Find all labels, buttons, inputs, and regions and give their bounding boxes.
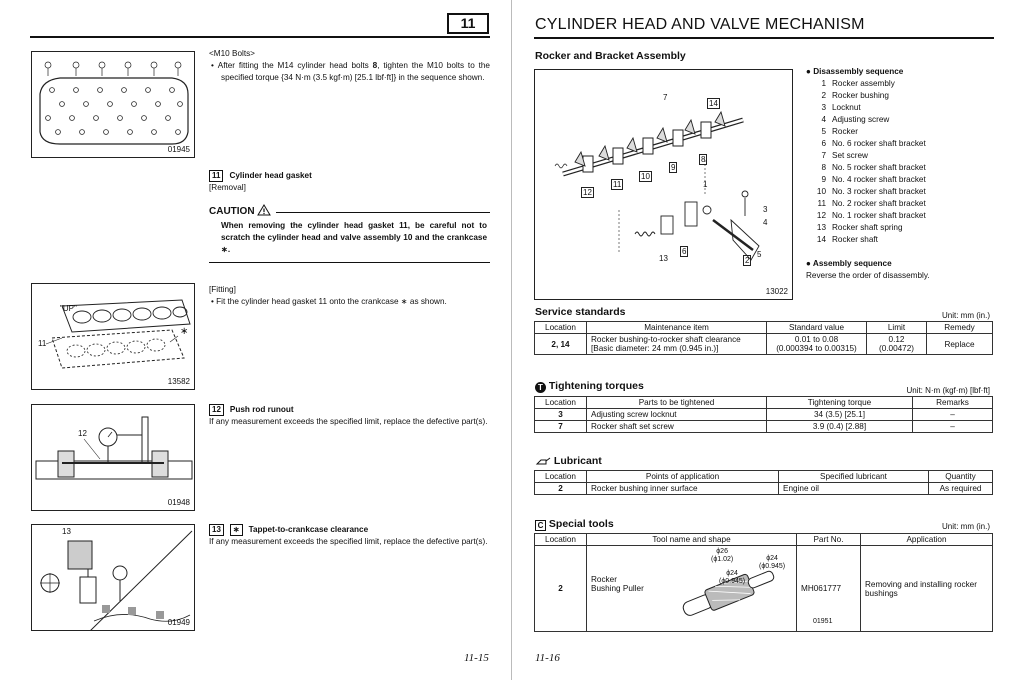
figure-rocker-assembly	[534, 69, 793, 300]
item-number-box: 13	[209, 524, 224, 536]
disassembly-title-text: Disassembly sequence	[813, 67, 904, 76]
figure-pushrod	[31, 404, 195, 511]
gasket-title: Cylinder head gasket	[229, 171, 312, 180]
caution-heading	[209, 204, 271, 219]
rocker-exploded-illustration	[535, 70, 793, 300]
table-row: 2 Rocker bushing inner surface Engine oil As required	[535, 483, 993, 495]
table-header-row: Location Tool name and shape Part No. Application	[535, 534, 993, 546]
lubricant-title-text: Lubricant	[553, 455, 602, 467]
table-row: 3 Adjusting screw locknut 34 (3.5) [25.1] –	[535, 409, 993, 421]
torque-icon: T	[535, 382, 546, 393]
callout-4: 4	[763, 218, 768, 227]
up-label: "UP"	[60, 304, 77, 313]
special-tools-table	[534, 533, 993, 632]
callout-11: 11	[613, 180, 622, 189]
caution-text: When removing the cylinder head gasket 11, be careful not to scratch the cylinder head and valve assembly 10 and the crankcase ∗.	[221, 221, 487, 254]
page-divider	[511, 0, 512, 680]
m10-text-a: After fitting the M14 cylinder head bolts	[217, 61, 373, 70]
assembly-text: Reverse the order of disassembly.	[806, 271, 930, 280]
callout-7: 7	[663, 93, 668, 102]
callout-8: 8	[701, 155, 706, 164]
warning-triangle-icon	[257, 204, 271, 219]
page-title: CYLINDER HEAD AND VALVE MECHANISM	[535, 16, 865, 33]
list-item: 2 Rocker bushing	[821, 91, 889, 100]
footer-page-right: 11-16	[535, 652, 560, 664]
item-number-box: 12	[209, 404, 224, 416]
figure-number: 13022	[765, 287, 788, 296]
callout-2: 2	[745, 256, 750, 265]
figure-bolt-sequence	[31, 51, 195, 158]
callout-13: 13	[62, 527, 71, 536]
callout-11: 11	[38, 339, 47, 348]
fitting-text: Fit the cylinder head gasket 11 onto the crankcase ∗ as shown.	[216, 297, 447, 306]
callout-12: 12	[583, 188, 592, 197]
table-row: 2 Rocker Bushing Puller ϕ26 (ϕ1.02) ϕ24 (ϕ0.945) ϕ24 (ϕ0.945) 01951 MH061777 Removing and installing rocker bushings	[535, 546, 993, 632]
caution-label: CAUTION	[209, 206, 255, 217]
disassembly-sequence	[806, 66, 1016, 282]
tool-figure-number: 01951	[813, 618, 833, 625]
service-standards-title: Service standards	[535, 306, 626, 318]
tightening-torques-title	[535, 380, 644, 393]
disassembly-title: ● Disassembly sequence	[806, 67, 904, 76]
gasket-removal-sub: [Removal]	[209, 183, 246, 192]
table-header-row: Location Points of application Specified lubricant Quantity	[535, 471, 993, 483]
list-item: 14 Rocker shaft	[816, 235, 878, 244]
torque-table	[534, 396, 993, 433]
table-row: 7 Rocker shaft set screw 3.9 (0.4) [2.88] –	[535, 421, 993, 433]
tools-unit: Unit: mm (in.)	[942, 522, 990, 531]
dim-24-right: ϕ24 (ϕ0.945)	[759, 555, 786, 570]
figure-number: 01948	[167, 498, 190, 507]
list-item: 4 Adjusting screw	[821, 115, 890, 124]
section-title: Rocker and Bracket Assembly	[535, 50, 686, 62]
tappet-section	[209, 524, 490, 548]
callout-10: 10	[641, 172, 650, 181]
m10-section	[209, 48, 490, 84]
callout-3: 3	[763, 205, 768, 214]
list-item: 11 No. 2 rocker shaft bracket	[817, 199, 926, 208]
item-number-box: 11	[209, 170, 223, 182]
m10-text-c: , tighten the M10 bolts to the specified torque {34 N·m (3.5 kgf·m) [25.1 lbf·ft]} in the sequence shown.	[221, 61, 490, 82]
gasket-section	[209, 170, 490, 194]
table-header-row: Location Maintenance item Standard value Limit Remedy	[535, 322, 993, 334]
m10-bullet: • After fitting the M14 cylinder head bolts 8, tighten the M10 bolts to the specified torque {34 N·m (3.5 kgf·m) [25.1 lbf·ft]} in the sequence shown.	[211, 61, 490, 82]
callout-12: 12	[78, 429, 87, 438]
service-unit: Unit: mm (in.)	[942, 311, 990, 320]
fitting-bullet: • Fit the cylinder head gasket 11 onto the crankcase ∗ as shown.	[211, 297, 447, 306]
tappet-title: Tappet-to-crankcase clearance	[248, 525, 369, 534]
header-rule-left	[30, 36, 490, 38]
callout-5: 5	[757, 250, 762, 259]
callout-13: 13	[659, 254, 668, 263]
special-tools-title-text: Special tools	[548, 518, 614, 530]
list-item: 13 Rocker shaft spring	[816, 223, 903, 232]
footer-page-left: 11-15	[464, 652, 489, 664]
figure-number: 13582	[167, 377, 190, 386]
pushrod-illustration	[32, 405, 195, 511]
fitting-section	[209, 284, 490, 308]
caution-rule-bottom	[209, 262, 490, 263]
page-number-box: 11	[447, 13, 489, 34]
list-item: 9 No. 4 rocker shaft bracket	[821, 175, 926, 184]
lubricant-table	[534, 470, 993, 495]
table-row: 2, 14 Rocker bushing-to-rocker shaft clearance [Basic diameter: 24 mm (0.945 in.)] 0.01 to 0.08 (0.000394 to 0.00315) 0.12 (0.00472) Replace	[535, 334, 993, 355]
pushrod-section	[209, 404, 490, 428]
figure-number: 01945	[167, 145, 190, 154]
callout-6: 6	[682, 247, 687, 256]
item-star-box: ∗	[230, 524, 243, 536]
header-rule-right	[534, 37, 994, 39]
list-item: 1 Rocker assembly	[821, 79, 895, 88]
oil-can-icon	[535, 455, 551, 469]
service-standards-table	[534, 321, 993, 355]
list-item: 3 Locknut	[821, 103, 861, 112]
m10-text-bolt-ref: 8	[372, 61, 378, 70]
special-tools-title	[535, 518, 614, 531]
list-item: 6 No. 6 rocker shaft bracket	[821, 139, 926, 148]
list-item: 10 No. 3 rocker shaft bracket	[816, 187, 926, 196]
dim-24-left: ϕ24 (ϕ0.945)	[719, 570, 746, 585]
gasket-illustration	[32, 284, 195, 390]
fitting-sub: [Fitting]	[209, 285, 236, 294]
tappet-text: If any measurement exceeds the specified limit, replace the defective part(s).	[209, 537, 488, 546]
tappet-illustration	[32, 525, 195, 631]
table-header-row: Location Parts to be tightened Tightening torque Remarks	[535, 397, 993, 409]
pushrod-title: Push rod runout	[229, 405, 294, 414]
list-item: 5 Rocker	[821, 127, 858, 136]
assembly-title-text: Assembly sequence	[812, 259, 892, 268]
callout-crankcase: ∗	[180, 326, 189, 337]
assembly-title: ● Assembly sequence	[806, 259, 892, 268]
torque-unit: Unit: N·m (kgf·m) [lbf·ft]	[906, 386, 990, 395]
list-item: 8 No. 5 rocker shaft bracket	[821, 163, 926, 172]
figure-number: 01949	[167, 618, 190, 627]
pushrod-text: If any measurement exceeds the specified limit, replace the defective part(s).	[209, 417, 488, 426]
tool-name: Rocker Bushing Puller	[591, 575, 644, 593]
tool-icon: C	[535, 520, 546, 531]
list-item: 12 No. 1 rocker shaft bracket	[816, 211, 926, 220]
lubricant-title	[535, 455, 602, 469]
callout-9: 9	[671, 163, 676, 172]
dim-26: ϕ26 (ϕ1.02)	[711, 548, 734, 563]
list-item: 7 Set screw	[821, 151, 868, 160]
caution-rule-top	[276, 212, 490, 213]
torque-title-text: Tightening torques	[548, 380, 644, 392]
figure-tappet	[31, 524, 195, 631]
callout-1: 1	[703, 180, 708, 189]
m10-title: <M10 Bolts>	[209, 49, 255, 58]
callout-14: 14	[709, 99, 718, 108]
figure-gasket	[31, 283, 195, 390]
cylinder-head-illustration	[32, 52, 195, 158]
disassembly-list	[806, 78, 1016, 246]
